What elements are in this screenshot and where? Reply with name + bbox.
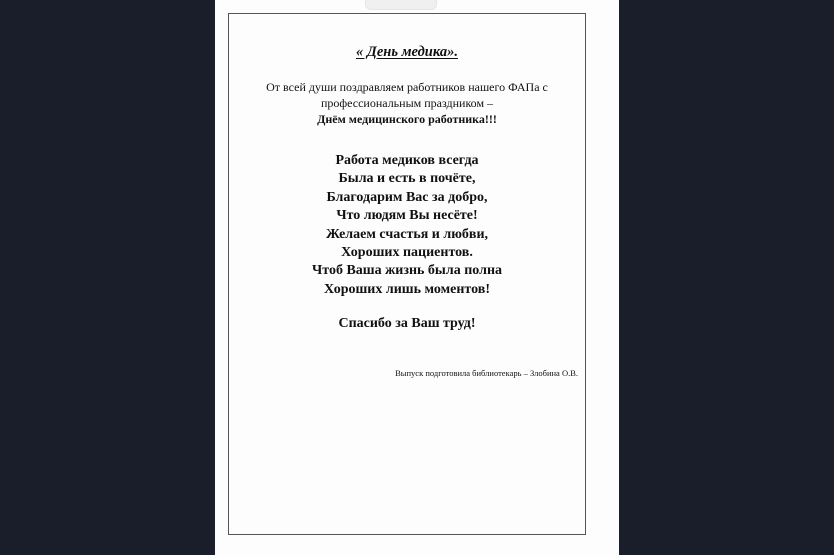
poem-line: Работа медиков всегда [335,153,479,168]
poem-line: Была и есть в почёте, [338,171,476,187]
poem-line: Что людям Вы несёте! [336,208,478,224]
document-title: « День медика». [356,44,458,60]
poem [228,152,586,299]
poem-line: Хороших лишь моментов! [324,281,490,297]
poem-line: Хороших пациентов. [341,245,473,261]
intro-line-3: Днём медицинского работника!!! [317,112,497,126]
page-artifact [365,0,437,10]
thanks-line: Спасибо за Ваш труд! [338,316,476,331]
poem-line: Благодарим Вас за добро, [326,189,488,205]
intro-paragraph [228,79,586,127]
intro-line-1: От всей души поздравляем работников нашего ФАПа с [266,80,548,94]
credit-line: Выпуск подготовила библиотекарь – Злобина О.В. [395,368,578,378]
poem-line: Желаем счастья и любви, [325,226,489,242]
poem-line: Чтоб Ваша жизнь была полна [311,263,503,279]
intro-line-2: профессиональным праздником – [320,96,494,110]
page-content [228,13,586,535]
document-page [215,0,619,555]
